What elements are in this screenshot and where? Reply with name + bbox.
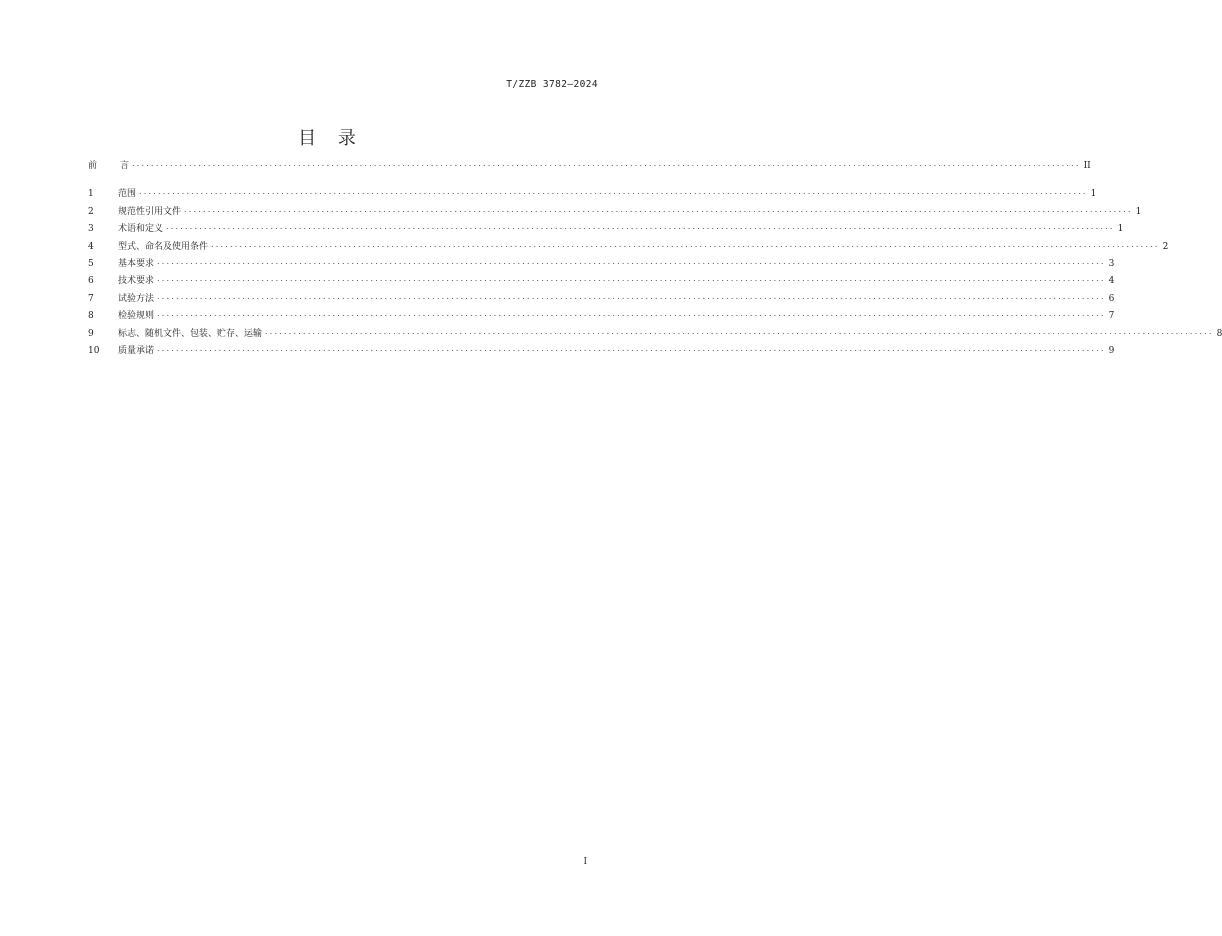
- toc-entry-label: 基本要求: [118, 258, 155, 269]
- toc-entry-label: 质量承诺: [118, 345, 155, 356]
- toc-entry-7[interactable]: [88, 287, 1115, 304]
- toc-leader-dots: ........................................................................................................................................................................................................: [132, 159, 1081, 168]
- toc-entry-page: 6: [1108, 293, 1115, 304]
- toc-entry-page: 7: [1108, 311, 1115, 322]
- toc-entry-label: 标志、随机文件、包装、贮存、运输: [118, 328, 263, 339]
- toc-leader-dots: ........................................................................................................................................................................................................: [184, 204, 1133, 214]
- toc-entry-page: 1: [1117, 224, 1124, 235]
- toc-entry-page: 8: [1216, 328, 1222, 339]
- toc-entry-10[interactable]: [88, 340, 1115, 357]
- toc-entry-page: II: [1083, 161, 1091, 171]
- toc-entry-page: 9: [1108, 345, 1115, 356]
- toc-entry-number: 8: [88, 311, 94, 322]
- toc-entry-number: 10: [88, 345, 100, 356]
- toc-entry-5[interactable]: [88, 253, 1115, 270]
- toc-leader-dots: ........................................................................................................................................................................................................: [211, 239, 1160, 249]
- toc-entry-number: 6: [88, 276, 94, 287]
- toc-entry-number: 9: [88, 328, 94, 339]
- toc-entry-page: 2: [1162, 241, 1169, 252]
- toc-leader-dots: ........................................................................................................................................................................................................: [157, 274, 1106, 284]
- toc-entry-number: 4: [88, 241, 94, 252]
- toc-leader-dots: ........................................................................................................................................................................................................: [157, 309, 1106, 319]
- toc-entry-4[interactable]: [88, 235, 1169, 252]
- toc-entry-label: 型式、命名及使用条件: [118, 241, 209, 252]
- toc-leader-dots: ........................................................................................................................................................................................................: [157, 291, 1106, 301]
- toc-title: 目 录: [298, 128, 364, 149]
- toc-entry-number: 2: [88, 206, 94, 217]
- toc-entry-8[interactable]: [88, 305, 1115, 322]
- footer-page-number: I: [583, 857, 587, 867]
- toc-entry-number: 3: [88, 224, 94, 235]
- toc-leader-dots: ........................................................................................................................................................................................................: [157, 343, 1106, 353]
- toc-entry-6[interactable]: [88, 270, 1115, 287]
- toc-entry-label: 言: [120, 161, 130, 171]
- toc-entry-foreword[interactable]: [88, 159, 1091, 183]
- toc-entry-label: 规范性引用文件: [118, 206, 182, 217]
- toc-entry-label: 检验规则: [118, 311, 155, 322]
- toc-leader-dots: ........................................................................................................................................................................................................: [265, 326, 1214, 336]
- toc-leader-dots: ........................................................................................................................................................................................................: [157, 256, 1106, 266]
- toc-entry-label: 术语和定义: [118, 224, 164, 235]
- toc-entry-9[interactable]: [88, 322, 1222, 339]
- toc-entry-label: 技术要求: [118, 276, 155, 287]
- table-of-contents: [88, 159, 1222, 357]
- toc-entry-label: 范围: [118, 189, 137, 200]
- toc-entry-number: 5: [88, 258, 94, 269]
- toc-leader-dots: ........................................................................................................................................................................................................: [139, 187, 1088, 197]
- toc-leader-dots: ........................................................................................................................................................................................................: [166, 222, 1115, 232]
- toc-entry-1[interactable]: [88, 183, 1097, 200]
- toc-entry-page: 1: [1090, 189, 1097, 200]
- toc-entry-page: 4: [1108, 276, 1115, 287]
- toc-entry-3[interactable]: [88, 218, 1124, 235]
- toc-entry-page: 1: [1135, 206, 1142, 217]
- toc-entry-number: 1: [88, 189, 94, 200]
- toc-entry-number: 7: [88, 293, 94, 304]
- toc-entry-number: 前: [88, 161, 114, 171]
- toc-entry-2[interactable]: [88, 200, 1142, 217]
- toc-entry-label: 试验方法: [118, 293, 155, 304]
- toc-entry-page: 3: [1108, 258, 1115, 269]
- document-code: T/ZZB 3782—2024: [506, 79, 598, 90]
